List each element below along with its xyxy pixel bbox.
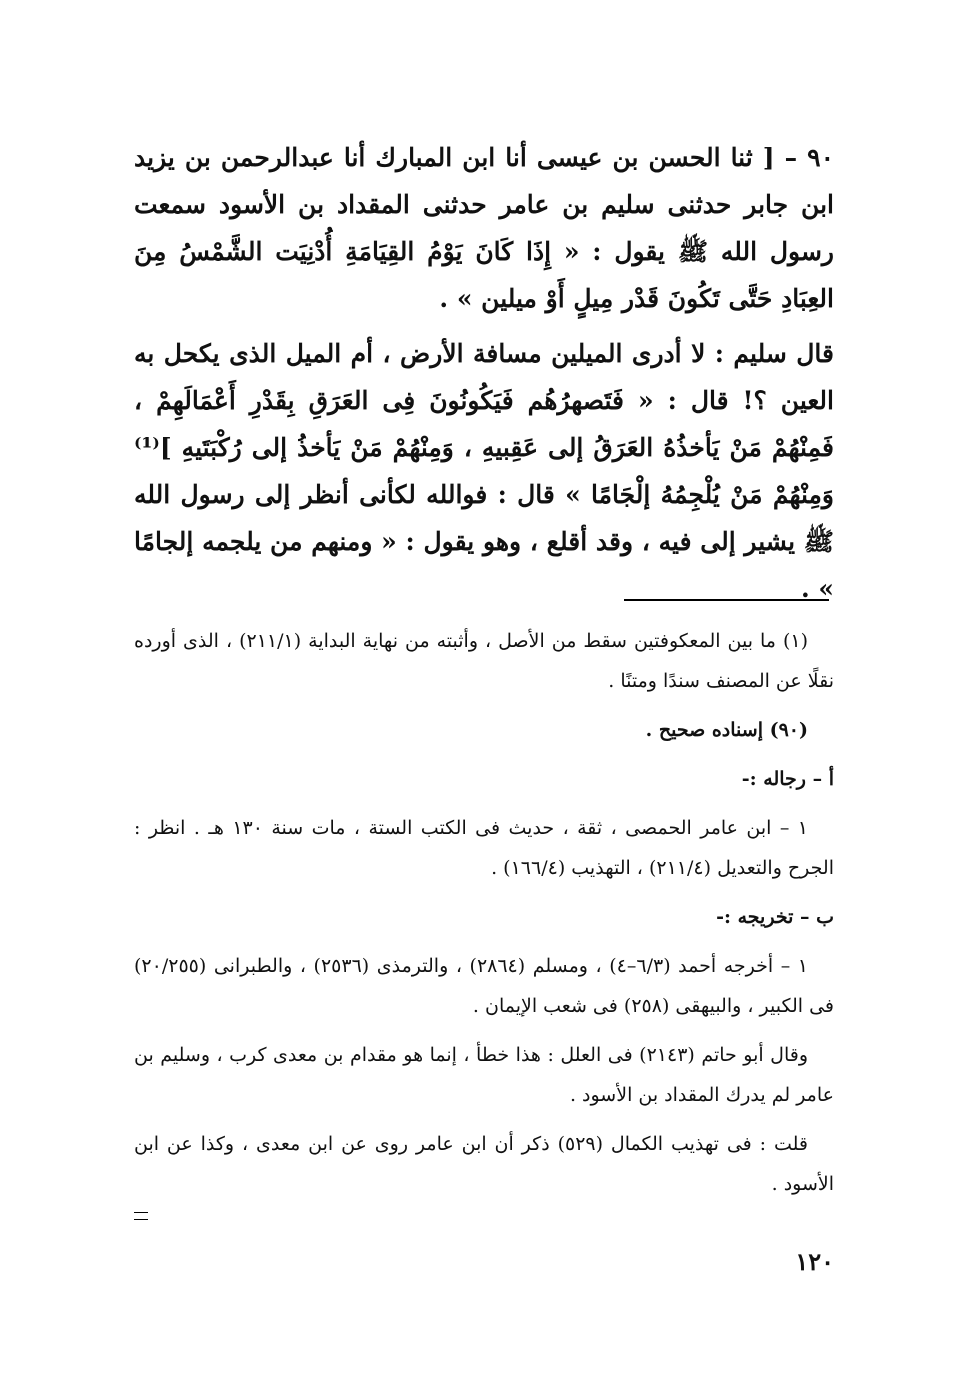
hadith-paragraph-2: قال سليم : لا أدرى الميلين مسافة الأرض ، أم الميل الذى يكحل به العين ؟! قال : « فَتَصهرُهُم فَيَكُونُونَ فِى العَرَقِ بِقَدْرِ أَعْمَالَهِمْ ، فَمِنْهُمْ مَنْ يَأخذُهُ العَرَقُ إلى عَقِبيهِ ، وَمِنْهُمْ مَنْ يَأخذُ إلى رُكْبَتَيهِ ]⁽¹⁾ وَمِنْهُمْ مَنْ يُلْجِمُهُ إلْجَامًا » قال : فوالله لكأنى أنظر إلى رسول الله ﷺ يشير إلى فيه ، وقد أقلع ، وهو يقول : « ومنهم من يلجمه إلجامًا » . [134,339,834,603]
continuation-mark [134,1212,148,1220]
takhrij-item-1: ١ – أخرجه أحمد (٦/٣–٤) ، ومسلم (٢٨٦٤) ، والترمذى (٢٥٣٦) ، والطبرانى (٢٠/٢٥٥) فى الكبير ، والبيهقى (٢٥٨) فى شعب الإيمان . [134,955,834,1017]
hadith-text [134,134,834,612]
takhrij-heading: ب – تخريجه :- [716,906,834,928]
rijal-heading: أ – رجاله :- [741,768,834,790]
footnote-1: (١) ما بين المعكوفتين سقط من الأصل ، وأثبته من نهاية البداية (٢١١/١) ، الذى أورده نقلًا عن المصنف سندًا ومتنًا . [134,630,834,692]
hadith-paragraph-1: ٩٠ – [ ثنا الحسن بن عيسى أنا ابن المبارك أنا عبدالرحمن بن يزيد ابن جابر حدثنى سليم بن عامر حدثنى المقداد بن الأسود سمعت رسول الله ﷺ يقول : « إِذَا كَانَ يَوْمُ القِيَامَةِ أُدْنِيَت الشَّمْسُ مِنَ العِبَادِ حَتَّى تَكُونَ قَدْر مِيلٍ أَوْ ميلين » . [134,143,834,313]
abu-hatim-note: وقال أبو حاتم (٢١٤٣) فى العلل : هذا خطأ ، إنما هو مقدام بن معدى كرب ، وسليم بن عامر لم يدرك المقداد بن الأسود . [134,1044,834,1106]
qultu-note: قلت : فى تهذيب الكمال (٥٢٩) ذكر أن ابن عامر روى عن ابن معدى ، وكذا عن ابن الأسود . [134,1133,834,1195]
rijal-item-1: ١ – ابن عامر الحمصى ، ثقة ، حديث فى الكتب الستة ، مات سنة ١٣٠ هـ . انظر : الجرح والتعديل (٢١١/٤) ، التهذيب (١٦٦/٤) . [134,817,834,879]
page-number: ١٢٠ [795,1247,834,1276]
grading-note: (٩٠) إسناده صحيح . [645,719,808,741]
footnote-separator [624,599,829,601]
notes-section [134,621,834,1204]
